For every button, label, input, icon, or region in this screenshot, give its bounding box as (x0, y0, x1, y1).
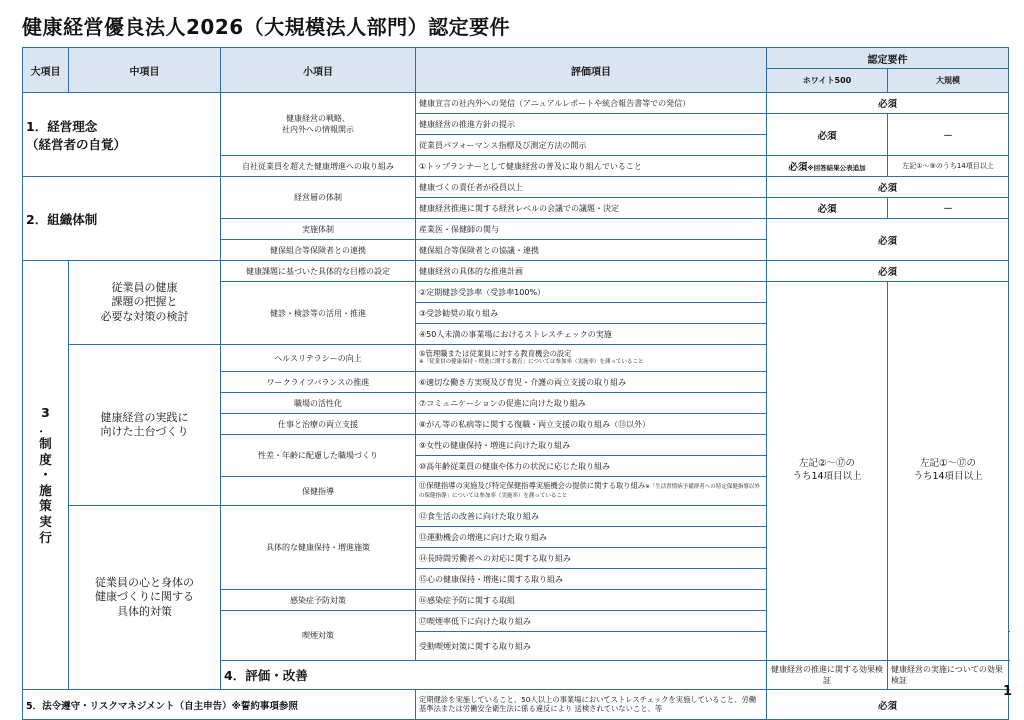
minor-health-guidance: 保健指導 (221, 477, 416, 506)
minor-gender-age: 性差・年齢に配慮した職場づくり (221, 435, 416, 477)
eval-policy: 健康経営の推進方針の提示 (416, 114, 767, 135)
eval-passive-smoking: 受動喫煙対策に関する取り組み (416, 632, 767, 661)
eval-doctor: 産業医・保健師の関与 (416, 219, 767, 240)
eval-16: ⑯感染症予防に関する取組 (416, 590, 767, 611)
req-legal: 必須 (767, 690, 1009, 720)
page-number: 1 (1002, 684, 1012, 699)
minor-impl-system: 実施体制 (221, 219, 416, 240)
header-major: 大項目 (23, 48, 69, 93)
middle-health-issues: 従業員の健康 課題の把握と 必要な対策の検討 (69, 261, 221, 345)
middle-mind-body: 従業員の心と身体の 健康づくりに関する 具体的対策 (69, 506, 221, 690)
req-meeting-large: － (888, 198, 1009, 219)
minor-literacy: ヘルスリテラシーの向上 (221, 345, 416, 372)
minor-activation: 職場の活性化 (221, 393, 416, 414)
eval-9: ⑨女性の健康保持・増進に向けた取り組み (416, 435, 767, 456)
eval-12: ⑫食生活の改善に向けた取り組み (416, 506, 767, 527)
minor-infection: 感染症予防対策 (221, 590, 416, 611)
eval-11: ⑪保健指導の実施及び特定保健指導実施機会の提供に関する取り組み※「生活習慣病予備群者への特定保健指導以外の保健指導」については参加率（実施率）を測っていること (416, 477, 767, 506)
minor-mgmt-system: 経営層の体制 (221, 177, 416, 219)
eval-legal: 定期健診を実施していること、50人以上の事業場においてストレスチェックを実施していること、労働基準法または労働安全衛生法に係る違反により 送検されていないこと、等 (416, 690, 767, 720)
eval-13: ⑬運動機会の増進に向けた取り組み (416, 527, 767, 548)
req-doctor-insurer: 必須 (767, 219, 1009, 261)
section-2-title: 2．組織体制 (23, 177, 221, 261)
req-policy-white500: 必須 (767, 114, 888, 156)
section-3-title: 3 ． 制 度 ・ 施 策 実 行 (23, 261, 69, 690)
minor-work-treatment: 仕事と治療の両立支援 (221, 414, 416, 435)
section-4-title: 4．評価・改善 (221, 661, 767, 690)
header-middle: 中項目 (69, 48, 221, 93)
req-1-large: 左記①～⑨のうち14項目以上 (888, 156, 1009, 177)
eval-17: ⑰喫煙率低下に向けた取り組み (416, 611, 767, 632)
eval-declaration: 健康宣言の社内外への発信（アニュアルレポートや統合報告書等での発信） (416, 93, 767, 114)
minor-goal-setting: 健康課題に基づいた具体的な目標の設定 (221, 261, 416, 282)
minor-self-spread: 自社従業員を超えた健康増進への取り組み (221, 156, 416, 177)
eval-1: ①トップランナーとして健康経営の普及に取り組んでいること (416, 156, 767, 177)
eval-10: ⑩高年齢従業員の健康や体力の状況に応じた取り組み (416, 456, 767, 477)
eval-14: ⑭長時間労働者への対応に関する取り組み (416, 548, 767, 569)
eval-concrete-plan: 健康経営の具体的な推進計画 (416, 261, 767, 282)
eval-15: ⑮心の健康保持・増進に関する取り組み (416, 569, 767, 590)
eval-verify: 健康経営の実施についての効果検証 (888, 661, 1009, 690)
eval-8: ⑧がん等の私病等に関する復職・両立支援の取り組み（⑬以外） (416, 414, 767, 435)
req-policy-large: － (888, 114, 1009, 156)
minor-smoking: 喫煙対策 (221, 611, 416, 661)
eval-insurer: 健保組合等保険者との協議・連携 (416, 240, 767, 261)
minor-strategy: 健康経営の戦略、 社内外への情報開示 (221, 93, 416, 156)
req-declaration: 必須 (767, 93, 1009, 114)
page-title: 健康経営優良法人2026（大規模法人部門）認定要件 (22, 15, 511, 39)
header-requirements: 認定要件 (767, 48, 1009, 69)
eval-performance: 従業員パフォーマンス指標及び測定方法の開示 (416, 135, 767, 156)
section-1-title: 1．経営理念 （経営者の自覚） (23, 93, 221, 177)
eval-3: ③受診勧奨の取り組み (416, 303, 767, 324)
minor-wlb: ワークライフバランスの推進 (221, 372, 416, 393)
header-evaluation: 評価項目 (416, 48, 767, 93)
minor-checkup: 健診・検診等の活用・推進 (221, 282, 416, 345)
header-minor: 小項目 (221, 48, 416, 93)
certification-requirements-table (22, 47, 1009, 720)
header-large: 大規模 (888, 69, 1009, 93)
eval-7: ⑦コミュニケーションの促進に向けた取り組み (416, 393, 767, 414)
eval-2: ②定期健診受診率（受診率100%） (416, 282, 767, 303)
eval-meeting: 健康経営推進に関する経営レベルの会議での議題・決定 (416, 198, 767, 219)
eval-4: ④50人未満の事業場におけるストレスチェックの実施 (416, 324, 767, 345)
req-1to17-large: 左記①～⑰の うち14項目以上 (888, 282, 1009, 661)
middle-foundation: 健康経営の実践に 向けた土台づくり (69, 345, 221, 506)
minor-concrete: 具体的な健康保持・増進施策 (221, 506, 416, 590)
eval-5: ⑤管理職または従業員に対する教育機会の設定 ※「従業員の健康保持・増進に関する教育」については参加率（実施率）を測っていること (416, 345, 767, 372)
minor-insurer: 健保組合等保険者との連携 (221, 240, 416, 261)
section-5-title: 5．法令遵守・リスクマネジメント（自主申告）※誓約事項参照 (23, 690, 416, 720)
minor-effect: 健康経営の推進に関する効果検証 (767, 661, 888, 690)
req-officer: 必須 (767, 177, 1009, 198)
req-1-white500: 必須※回答結果公表追加 (767, 156, 888, 177)
req-meeting-white500: 必須 (767, 198, 888, 219)
req-concrete-plan: 必須 (767, 261, 1009, 282)
req-2to17-white500: 左記②～⑰の うち14項目以上 (767, 282, 888, 661)
eval-officer: 健康づくの責任者が役員以上 (416, 177, 767, 198)
header-white500: ホワイト500 (767, 69, 888, 93)
eval-6: ⑥適切な働き方実現及び育児・介護の両立支援の取り組み (416, 372, 767, 393)
